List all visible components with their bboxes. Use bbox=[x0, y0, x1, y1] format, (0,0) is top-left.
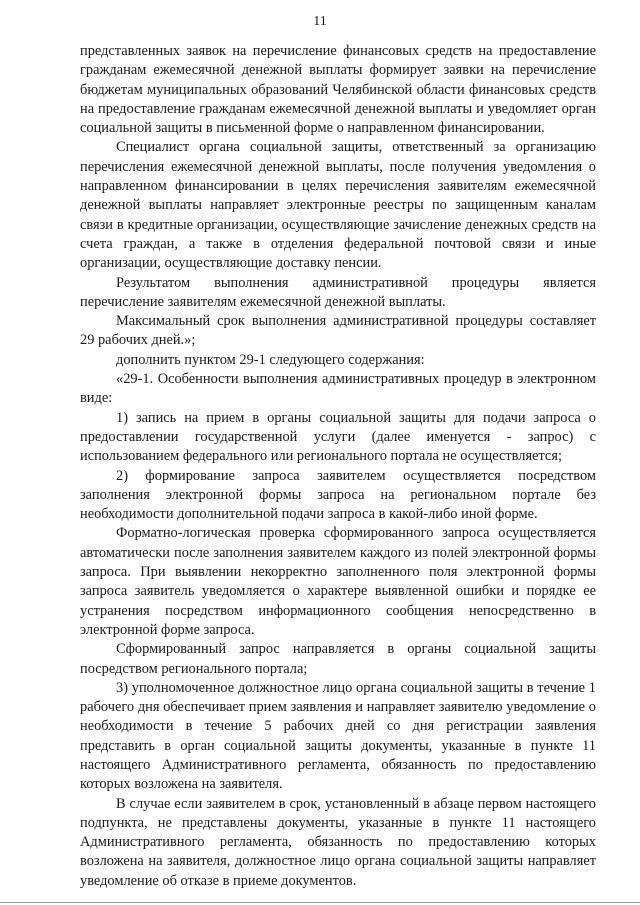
paragraph: Сформированный запрос направляется в органы социальной защиты посредством регионального портала; bbox=[80, 641, 596, 677]
paragraph: дополнить пунктом 29-1 следующего содержания: bbox=[116, 351, 425, 368]
paragraph: «29-1. Особенности выполнения административных процедур в электронном виде: bbox=[80, 371, 596, 407]
paragraph: Форматно-логическая проверка сформированного запроса осуществляется автоматически после заполнения заявителем каждого из полей электронной формы запроса. При выявлении некорректно заполненного поля электронной формы запроса заявитель уведомляется о характере выявленной ошибки и порядке ее устранения посредством информационного сообщения непосредственно в электронной форме запроса. bbox=[80, 525, 596, 638]
scan-edge-line bbox=[0, 902, 640, 903]
paragraph: Результатом выполнения административной процедуры является перечисление заявителям ежемесячной денежной выплаты. bbox=[80, 274, 596, 310]
paragraph: представленных заявок на перечисление финансовых средств на предоставление гражданам ежемесячной денежной выплаты формирует заявки на перечисление бюджетам муниципальных образований Челябинской области финансовых средств на предоставление гражданам ежемесячной денежной выплаты и уведомляет орган социальной защиты в письменной форме о направленном финансировании. bbox=[80, 43, 596, 137]
page-number: 11 bbox=[313, 14, 327, 29]
paragraph: Максимальный срок выполнения административной процедуры составляет 29 рабочих дней.»; bbox=[80, 313, 596, 349]
paragraph: 2) формирование запроса заявителем осуществляется посредством заполнения электронной формы запроса на региональном портале без необходимости дополнительной подачи запроса в какой-либо иной форме. bbox=[80, 467, 596, 523]
paragraph: 3) уполномоченное должностное лицо органа социальной защиты в течение 1 рабочего дня обеспечивает прием заявления и направляет заявителю уведомление о необходимости в течение 5 рабочих дней со дня регистрации заявления представить в орган социальной защиты документы, указанные в пункте 11 настоящего Административного регламента, обязанность по предоставлению которых возложена на заявителя. bbox=[80, 679, 596, 793]
document-body bbox=[80, 42, 596, 891]
paragraph: В случае если заявителем в срок, установленный в абзаце первом настоящего подпункта, не представлены документы, указанные в пункте 11 настоящего Административного регламента, обязанность по предоставлению которых возложена на заявителя, должностное лицо органа социальной защиты направляет уведомление об отказе в приеме документов. bbox=[80, 795, 596, 889]
paragraph: Специалист органа социальной защиты, ответственный за организацию перечисления ежемесячной денежной выплаты, после получения уведомления о направленном финансировании в целях перечисления заявителям ежемесячной денежной выплаты направляет электронные реестры по защищенным каналам связи в кредитные организации, осуществляющие зачисление денежных средств на счета граждан, а также в отделения федеральной почтовой связи и иные организации, осуществляющие доставку пенсии. bbox=[80, 139, 596, 272]
paragraph: 1) запись на прием в органы социальной защиты для подачи запроса о предоставлении государственной услуги (далее именуется - запрос) с использованием федерального или регионального портала не осуществляется; bbox=[80, 409, 596, 465]
